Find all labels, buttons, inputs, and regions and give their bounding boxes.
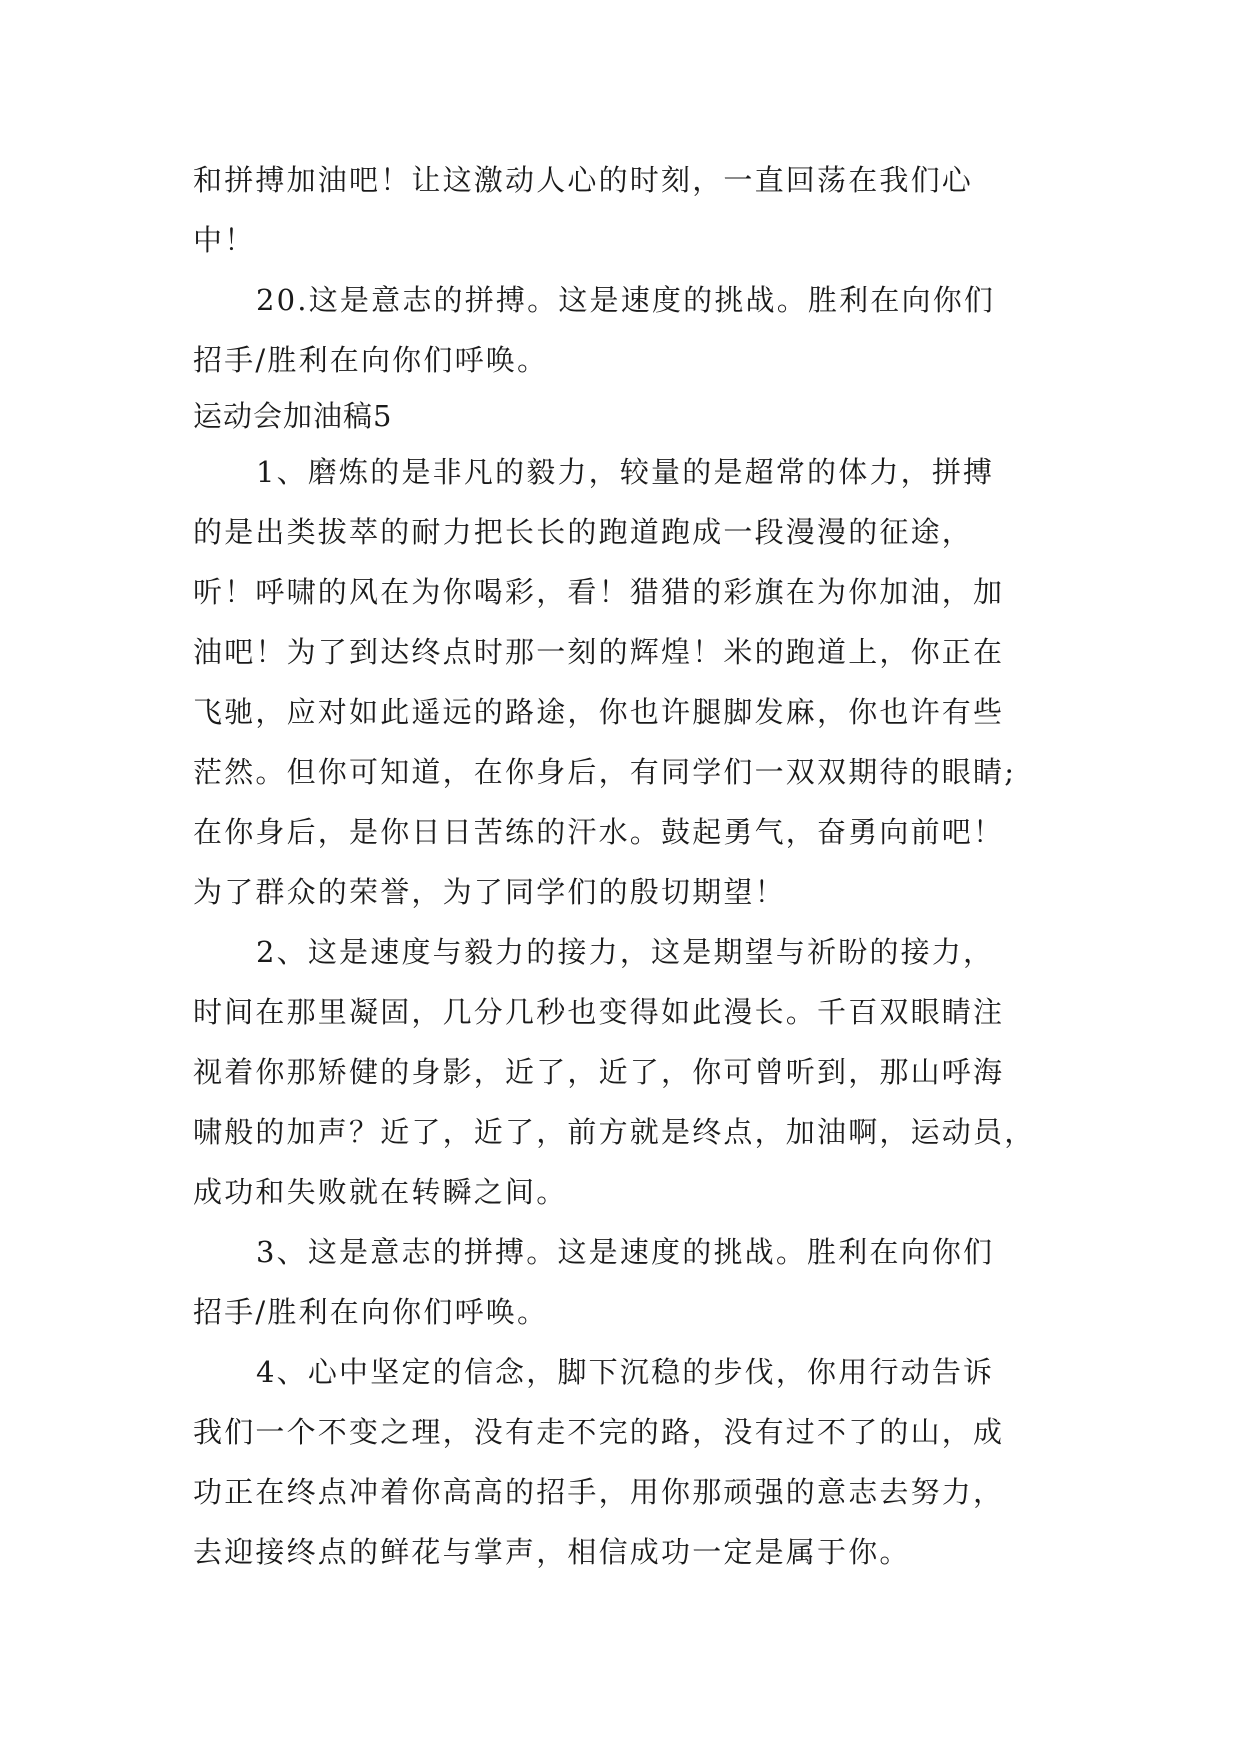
text-line: 去迎接终点的鲜花与掌声，相信成功一定是属于你。 xyxy=(193,1535,911,1569)
text-line: 中！ xyxy=(193,223,256,257)
text-line: 油吧！为了到达终点时那一刻的辉煌！米的跑道上，你正在 xyxy=(193,635,1005,669)
text-line: 招手/胜利在向你们呼唤。 xyxy=(193,343,549,377)
text-line: 和拼搏加油吧！让这激动人心的时刻，一直回荡在我们心 xyxy=(193,163,974,197)
text-line: 听！呼啸的风在为你喝彩，看！猎猎的彩旗在为你加油，加 xyxy=(193,575,1005,609)
text-line: 招手/胜利在向你们呼唤。 xyxy=(193,1295,549,1329)
text-line: 的是出类拔萃的耐力把长长的跑道跑成一段漫漫的征途， xyxy=(193,515,974,549)
text-line: 20.这是意志的拼搏。这是速度的挑战。胜利在向你们 xyxy=(256,283,996,317)
text-line: 我们一个不变之理，没有走不完的路，没有过不了的山，成 xyxy=(193,1415,1005,1449)
text-line: 成功和失败就在转瞬之间。 xyxy=(193,1175,568,1209)
text-line: 3、这是意志的拼搏。这是速度的挑战。胜利在向你们 xyxy=(256,1235,995,1269)
text-line: 为了群众的荣誉，为了同学们的殷切期望！ xyxy=(193,875,786,909)
text-line: 功正在终点冲着你高高的招手，用你那顽强的意志去努力， xyxy=(193,1475,1005,1509)
text-line: 2、这是速度与毅力的接力，这是期望与祈盼的接力， xyxy=(256,935,995,969)
text-line: 啸般的加声？近了，近了，前方就是终点，加油啊，运动员， xyxy=(193,1115,1036,1149)
section-heading: 运动会加油稿5 xyxy=(193,399,393,433)
text-line: 飞驰，应对如此遥远的路途，你也许腿脚发麻，你也许有些 xyxy=(193,695,1005,729)
text-line: 视着你那矫健的身影，近了，近了，你可曾听到，那山呼海 xyxy=(193,1055,1005,1089)
text-line: 4、心中坚定的信念，脚下沉稳的步伐，你用行动告诉 xyxy=(256,1355,995,1389)
text-line: 在你身后，是你日日苦练的汗水。鼓起勇气，奋勇向前吧！ xyxy=(193,815,1005,849)
text-line: 茫然。但你可知道，在你身后，有同学们一双双期待的眼睛; xyxy=(193,755,1017,789)
document-page xyxy=(193,150,1055,1582)
text-line: 1、磨炼的是非凡的毅力，较量的是超常的体力，拼搏 xyxy=(256,455,995,489)
text-line: 时间在那里凝固，几分几秒也变得如此漫长。千百双眼睛注 xyxy=(193,995,1005,1029)
